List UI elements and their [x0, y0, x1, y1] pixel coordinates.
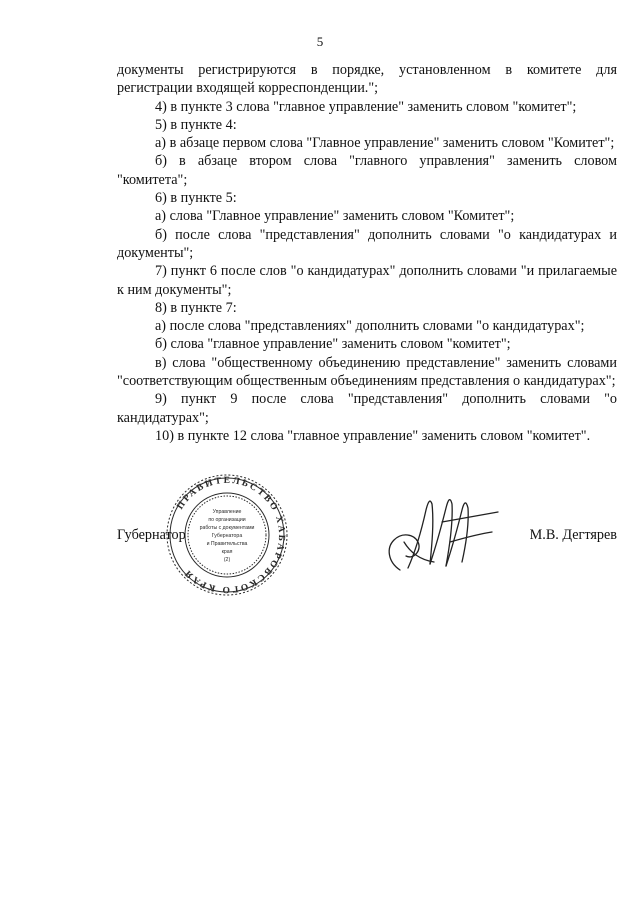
paragraph: 4) в пункте 3 слова "главное управление" заменить словом "комитет";	[155, 98, 577, 115]
seal-inner-line: Управление	[212, 509, 242, 515]
paragraph: а) после слова "представлениях" дополнить словами "о кандидатурах";	[155, 318, 585, 335]
handwritten-signature	[380, 482, 510, 582]
seal-outer-text: ПРАВИТЕЛЬСТВО ХАБАРОВСКОГО КРАЯ	[175, 475, 287, 595]
document-body	[117, 61, 617, 445]
paragraph: 8) в пункте 7:	[155, 299, 237, 316]
seal-inner-line: по организации	[208, 517, 246, 523]
paragraph: а) в абзаце первом слова "Главное управление" заменить словом "Комитет";	[155, 135, 615, 152]
paragraph: б) слова "главное управление" заменить словом "комитет";	[155, 336, 511, 353]
paragraph: 6) в пункте 5:	[155, 190, 237, 207]
signatory-name: М.В. Дегтярев	[529, 527, 617, 543]
seal-inner-line: и Правительства	[206, 541, 248, 547]
paragraph: документы регистрируются в порядке, установленном в комитете для регистрации входящей корреспонденции.";	[117, 62, 617, 97]
paragraph: б) в абзаце втором слова "главного управления" заменить словом "комитета";	[117, 153, 617, 188]
paragraph: а) слова "Главное управление" заменить словом "Комитет";	[155, 208, 515, 225]
paragraph: в) слова "общественному объединению представление" заменить словами "соответствующим общественным объединениям представления о кандидатурах";	[117, 354, 617, 390]
seal-inner-line: работы с документами	[199, 525, 255, 531]
signatory-title: Губернатор	[117, 527, 186, 543]
paragraph: 5) в пункте 4:	[155, 116, 237, 133]
signature-block	[0, 470, 640, 610]
paragraph: 9) пункт 9 после слова "представления" дополнить словами "о кандидатурах";	[117, 391, 617, 426]
seal-inner-line: Губернатора	[211, 533, 243, 539]
paragraph: 10) в пункте 12 слова "главное управление" заменить словом "комитет".	[155, 427, 591, 444]
seal-inner-line: края	[221, 549, 233, 555]
seal-inner-line: (2)	[223, 557, 231, 563]
paragraph: б) после слова "представления" дополнить словами "о кандидатурах и документы";	[117, 226, 617, 261]
paragraph: 7) пункт 6 после слов "о кандидатурах" дополнить словами "и прилагаемые к ним документы";	[117, 263, 617, 298]
page-number: 5	[316, 34, 324, 49]
